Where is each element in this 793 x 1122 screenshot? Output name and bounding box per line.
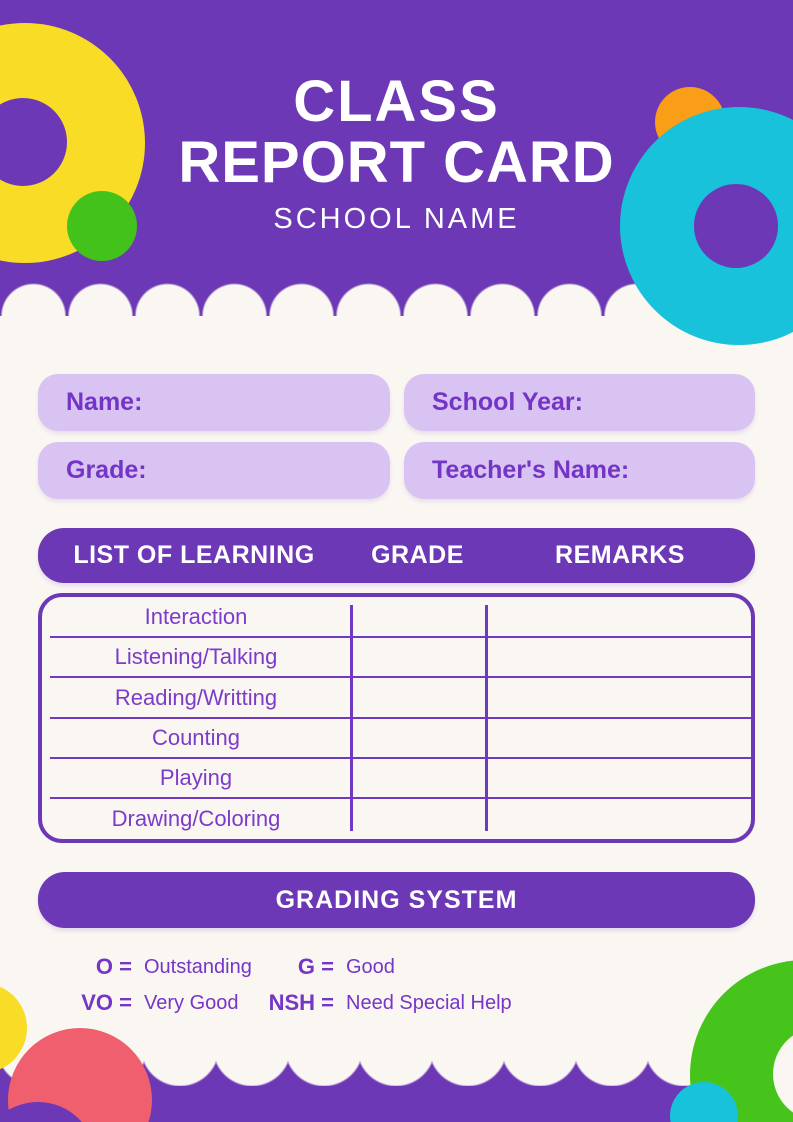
name-field[interactable] bbox=[38, 374, 390, 431]
subject-label: Listening/Talking bbox=[114, 644, 278, 670]
table-row bbox=[42, 678, 751, 718]
column-separator bbox=[485, 605, 488, 831]
subject-label: Counting bbox=[151, 725, 241, 751]
remarks-cell[interactable] bbox=[485, 799, 751, 839]
remarks-cell[interactable] bbox=[485, 678, 751, 718]
teacher-name-field[interactable] bbox=[404, 442, 755, 499]
grade-field[interactable] bbox=[38, 442, 390, 499]
remarks-cell[interactable] bbox=[485, 718, 751, 758]
legend-value-outstanding: Outstanding bbox=[144, 956, 252, 978]
table-row bbox=[42, 758, 751, 798]
row-separator bbox=[50, 797, 751, 799]
grading-legend-row bbox=[0, 950, 793, 984]
legend-value-need-special-help: Need Special Help bbox=[346, 992, 512, 1014]
legend-key-g: G = bbox=[297, 954, 334, 979]
column-header-list-of-learning: LIST OF LEARNING bbox=[73, 541, 315, 569]
title-report-card: REPORT CARD bbox=[178, 129, 615, 195]
table-row bbox=[42, 597, 751, 637]
grading-legend-row bbox=[0, 986, 793, 1020]
row-separator bbox=[50, 717, 751, 719]
grade-cell[interactable] bbox=[350, 637, 485, 677]
grade-cell[interactable] bbox=[350, 718, 485, 758]
grade-cell[interactable] bbox=[350, 597, 485, 637]
column-separator bbox=[350, 605, 353, 831]
grade-cell[interactable] bbox=[350, 678, 485, 718]
grade-cell[interactable] bbox=[350, 758, 485, 798]
grading-system-bar bbox=[38, 872, 755, 928]
row-separator bbox=[50, 757, 751, 759]
learning-table bbox=[38, 593, 755, 843]
table-row bbox=[42, 718, 751, 758]
table-row bbox=[42, 799, 751, 839]
header-title-block bbox=[0, 69, 793, 236]
legend-key-vo: VO = bbox=[81, 990, 132, 1015]
column-header-grade: GRADE bbox=[371, 541, 464, 569]
grade-cell[interactable] bbox=[350, 799, 485, 839]
subject-label: Reading/Writting bbox=[114, 684, 278, 710]
subject-label: Playing bbox=[159, 765, 233, 791]
legend-key-nsh: NSH = bbox=[268, 990, 334, 1015]
school-name: SCHOOL NAME bbox=[273, 202, 520, 235]
teacher-name-field-label: Teacher's Name: bbox=[432, 456, 630, 484]
row-separator bbox=[50, 676, 751, 678]
subject-label: Interaction bbox=[144, 604, 248, 630]
legend-key-o: O = bbox=[95, 954, 132, 979]
table-row bbox=[42, 637, 751, 677]
title-class: CLASS bbox=[293, 69, 500, 134]
name-field-label: Name: bbox=[66, 388, 143, 416]
school-year-field[interactable] bbox=[404, 374, 755, 431]
remarks-cell[interactable] bbox=[485, 758, 751, 798]
legend-value-very-good: Very Good bbox=[144, 992, 239, 1014]
row-separator bbox=[50, 636, 751, 638]
column-header-remarks: REMARKS bbox=[555, 541, 685, 569]
learning-table-header-bar bbox=[38, 528, 755, 583]
school-year-field-label: School Year: bbox=[432, 388, 583, 416]
subject-label: Drawing/Coloring bbox=[111, 805, 281, 831]
legend-value-good: Good bbox=[346, 956, 395, 978]
remarks-cell[interactable] bbox=[485, 597, 751, 637]
grading-system-title: GRADING SYSTEM bbox=[275, 885, 518, 914]
grade-field-label: Grade: bbox=[66, 456, 147, 484]
remarks-cell[interactable] bbox=[485, 637, 751, 677]
